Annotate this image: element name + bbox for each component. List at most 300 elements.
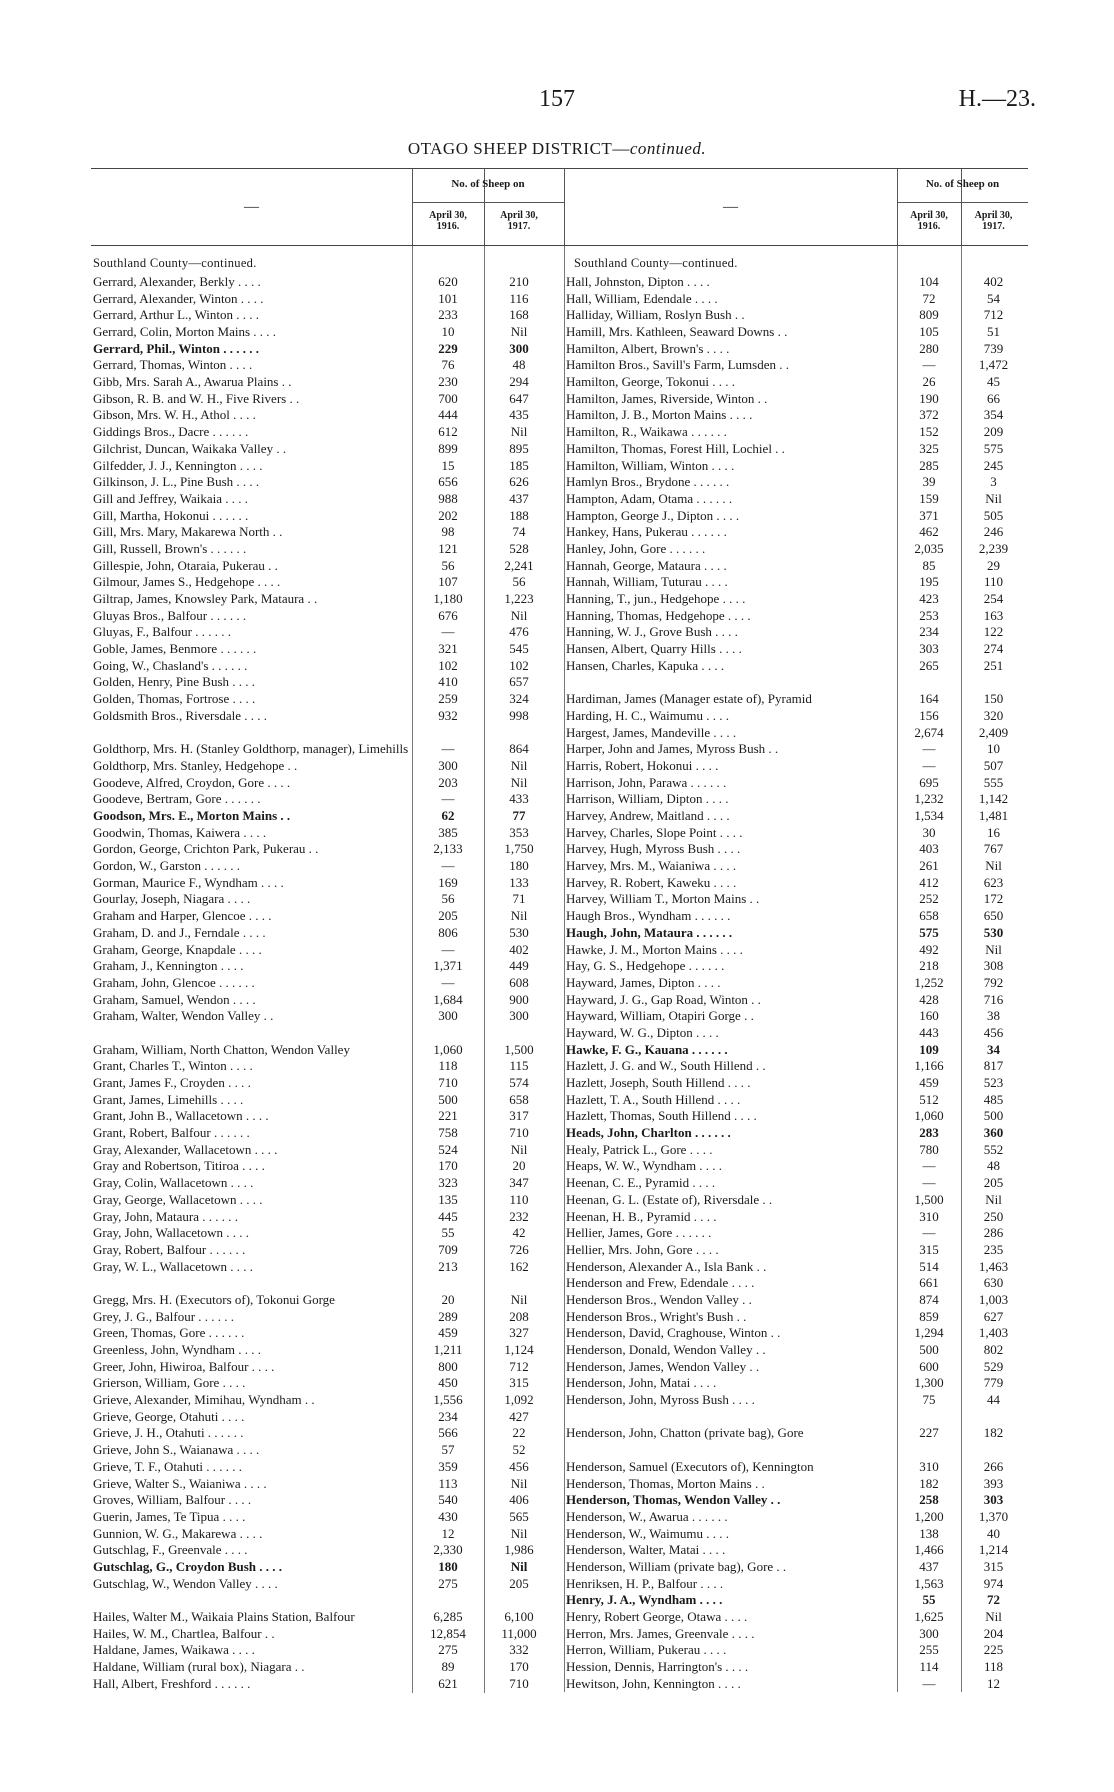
owner-name-cell: Gutschlag, F., Greenvale . . . . [93, 1542, 248, 1558]
sheep-1916-cell: 202 [438, 507, 458, 523]
owner-name-cell: Hazlett, T. A., South Hillend . . . . [566, 1091, 741, 1107]
sheep-1917-cell: 998 [509, 707, 529, 723]
table-row [564, 591, 1028, 608]
sheep-1917-cell: 266 [983, 1458, 1004, 1474]
sheep-1917-cell: 712 [509, 1358, 529, 1374]
sheep-1917-cell: 530 [983, 924, 1004, 940]
sheep-1916-cell: 709 [438, 1241, 458, 1257]
sheep-1916-cell: 459 [438, 1325, 458, 1341]
column-header-1917: April 30, 1917. [500, 210, 538, 232]
owner-name-cell: Grant, Charles T., Winton . . . . [93, 1058, 253, 1074]
sheep-1916-cell: 359 [438, 1458, 458, 1474]
sheep-1917-cell: 245 [983, 457, 1004, 473]
sheep-1916-cell: 758 [438, 1125, 458, 1141]
sheep-1916-cell: 403 [919, 841, 939, 857]
sheep-1916-cell: 190 [919, 390, 939, 406]
sheep-1917-cell: 251 [983, 657, 1004, 673]
table-row [91, 408, 564, 425]
owner-name-cell: Graham, D. and J., Ferndale . . . . [93, 924, 266, 940]
table-row [91, 341, 564, 358]
sheep-1916-cell: 462 [919, 524, 939, 540]
table-row [91, 441, 564, 458]
sheep-1917-cell: 66 [987, 390, 1000, 406]
table-row [564, 541, 1028, 558]
owner-name-cell: Henderson, W., Awarua . . . . . . [566, 1508, 728, 1524]
sheep-1917-cell: 1,003 [978, 1291, 1009, 1307]
sheep-1917-cell: 168 [509, 307, 529, 323]
owner-name-cell: Gerrard, Phil., Winton . . . . . . [93, 340, 259, 356]
sheep-1916-cell: 280 [919, 340, 939, 356]
table-row [564, 825, 1028, 842]
sheep-1917-cell: 658 [509, 1091, 529, 1107]
owner-name-cell: Goodeve, Bertram, Gore . . . . . . [93, 791, 261, 807]
sheep-1917-cell: 1,223 [504, 591, 534, 607]
sheep-1917-cell: 767 [983, 841, 1004, 857]
owner-name-cell: Greer, John, Hiwiroa, Balfour . . . . [93, 1358, 275, 1374]
owner-name-cell: Hayward, James, Dipton . . . . [566, 974, 721, 990]
sheep-1916-cell: 55 [441, 1225, 455, 1241]
owner-name-cell: Gray, John, Wallacetown . . . . [93, 1225, 249, 1241]
sheep-1916-cell: 118 [438, 1058, 458, 1074]
sheep-1917-cell: 317 [509, 1108, 529, 1124]
sheep-1917-cell: Nil [985, 858, 1002, 874]
sheep-1917-cell: Nil [985, 1191, 1002, 1207]
owner-name-cell: Grant, James, Limehills . . . . [93, 1091, 244, 1107]
sheep-1916-cell: 138 [919, 1525, 939, 1541]
owner-name-cell: Harrison, William, Dipton . . . . [566, 791, 729, 807]
owner-name-cell: Heenan, H. B., Pyramid . . . . [566, 1208, 717, 1224]
owner-name-cell: Heenan, C. E., Pyramid . . . . [566, 1175, 716, 1191]
sheep-1916-cell: 56 [441, 891, 455, 907]
sheep-1917-cell: 38 [987, 1008, 1000, 1024]
table-row [564, 624, 1028, 641]
owner-name-cell: Gordon, George, Crichton Park, Pukerau . . [93, 841, 319, 857]
sheep-1917-cell: 406 [509, 1492, 529, 1508]
table-row [564, 1142, 1028, 1159]
sheep-1916-cell: 26 [922, 374, 936, 390]
sheep-1917-cell: 300 [509, 340, 529, 356]
owner-name-cell: Groves, William, Balfour . . . . [93, 1492, 252, 1508]
sheep-1917-cell: 545 [509, 641, 529, 657]
sheep-1916-cell: 229 [438, 340, 458, 356]
table-row [564, 1108, 1028, 1125]
sheep-1917-cell: 716 [983, 991, 1004, 1007]
owner-name-cell: Herron, Mrs. James, Greenvale . . . . [566, 1625, 755, 1641]
sheep-1916-cell: 410 [438, 674, 458, 690]
table-row [91, 958, 564, 975]
owner-name-cell: Grant, Robert, Balfour . . . . . . [93, 1125, 250, 1141]
owner-name-cell: Giddings Bros., Dacre . . . . . . [93, 424, 249, 440]
table-row [564, 975, 1028, 992]
sheep-1917-cell: 188 [509, 507, 529, 523]
sheep-1917-cell: 802 [983, 1342, 1004, 1357]
sheep-1916-cell: 310 [919, 1458, 939, 1474]
owner-name-cell: Haugh, John, Mataura . . . . . . [566, 924, 733, 940]
owner-name-cell: Hanley, John, Gore . . . . . . [566, 540, 706, 556]
sheep-1917-cell: 393 [983, 1475, 1004, 1491]
table-row [91, 1275, 564, 1308]
sheep-1917-cell: 1,750 [504, 841, 534, 857]
table-row [564, 1225, 1028, 1242]
sheep-1916-cell: 109 [919, 1041, 939, 1057]
sheep-1917-cell: 324 [509, 691, 529, 707]
sheep-1916-cell: 234 [438, 1408, 458, 1424]
owner-name-cell: Hargest, James, Mandeville . . . . [566, 724, 737, 740]
sheep-count-group-header: No. of Sheep on [925, 178, 1000, 190]
sheep-1917-cell: 29 [987, 557, 1000, 573]
sheep-1916-cell: 676 [438, 607, 458, 623]
owner-name-cell: Graham, William, North Chatton, Wendon Valley [93, 1041, 350, 1057]
owner-name-cell: Gluyas, F., Balfour . . . . . . [93, 624, 231, 640]
sheep-1917-cell: 172 [983, 891, 1004, 907]
table-row [564, 1375, 1028, 1392]
sheep-1916-cell: 1,534 [914, 808, 944, 823]
sheep-1916-cell: 1,300 [914, 1375, 944, 1391]
table-row [564, 274, 1028, 291]
owner-name-cell: Harvey, Hugh, Myross Bush . . . . [566, 841, 741, 857]
sheep-1917-cell: 895 [509, 440, 529, 456]
table-row [564, 841, 1028, 858]
sheep-1917-cell: 528 [509, 540, 529, 556]
sheep-1917-cell: Nil [510, 1525, 528, 1541]
sheep-1916-cell: — [441, 858, 455, 874]
sheep-1917-cell: 110 [983, 574, 1004, 590]
table-row [91, 1092, 564, 1109]
table-row [91, 858, 564, 875]
sheep-1917-cell: 45 [987, 374, 1000, 390]
table-row [91, 891, 564, 908]
table-row [564, 1309, 1028, 1326]
table-row [564, 1242, 1028, 1259]
owner-name-cell: Goldthorp, Mrs. H. (Stanley Goldthorp, manager), Limehills [93, 741, 409, 757]
sheep-1917-cell: 232 [509, 1208, 529, 1224]
sheep-1917-cell: 2,409 [978, 724, 1009, 740]
owner-name-cell: Gilfedder, J. J., Kennington . . . . [93, 457, 263, 473]
owner-name-cell: Hazlett, Thomas, South Hillend . . . . [566, 1108, 757, 1124]
table-row [564, 1058, 1028, 1075]
table-row [91, 1659, 564, 1676]
owner-name-cell: Gray, W. L., Wallacetown . . . . [93, 1258, 253, 1274]
sheep-1917-cell: 48 [987, 1158, 1000, 1174]
table-row [564, 391, 1028, 408]
sheep-1916-cell: 101 [438, 290, 458, 306]
sheep-1916-cell: — [922, 757, 936, 773]
sheep-1917-cell: 353 [509, 824, 529, 840]
owner-name-cell: Gray, George, Wallacetown . . . . [93, 1191, 263, 1207]
sheep-1916-cell: 1,060 [914, 1108, 944, 1124]
sheep-1916-cell: 809 [919, 307, 939, 323]
owner-name-cell: Hamilton, James, Riverside, Winton . . [566, 390, 768, 406]
sheep-1916-cell: 2,674 [914, 724, 944, 740]
sheep-1916-cell: 275 [438, 1575, 458, 1591]
owner-name-cell: Gutschlag, W., Wendon Valley . . . . [93, 1575, 278, 1591]
table-row [564, 1492, 1028, 1509]
sheep-1917-cell: 710 [509, 1675, 529, 1691]
owner-name-cell: Hamilton Bros., Savill's Farm, Lumsden . . [566, 357, 789, 373]
table-row [564, 574, 1028, 591]
sheep-1916-cell: 423 [919, 591, 939, 607]
owner-name-cell: Grieve, John S., Waianawa . . . . [93, 1442, 260, 1458]
sheep-1917-cell: Nil [510, 607, 528, 623]
sheep-1917-cell: 456 [983, 1024, 1004, 1040]
owner-name-cell: Hall, William, Edendale . . . . [566, 290, 718, 306]
table-row [564, 942, 1028, 959]
owner-name-cell: Gluyas Bros., Balfour . . . . . . [93, 607, 247, 623]
table-row [564, 1409, 1028, 1442]
sheep-1917-cell: 1,124 [504, 1342, 534, 1358]
sheep-1916-cell: 62 [441, 808, 455, 823]
right-column-table [564, 168, 1028, 1692]
owner-name-cell: Henderson, John, Myross Bush . . . . [566, 1392, 755, 1408]
table-row [564, 791, 1028, 808]
table-row [91, 1425, 564, 1442]
sheep-1916-cell: 445 [438, 1208, 458, 1224]
table-row [564, 775, 1028, 792]
table-row [91, 1008, 564, 1025]
sheep-1917-cell: 552 [983, 1141, 1004, 1157]
owner-name-cell: Gray, Alexander, Wallacetown . . . . [93, 1141, 278, 1157]
sheep-1916-cell: 2,035 [914, 540, 944, 556]
sheep-1916-cell: 98 [441, 524, 455, 540]
owner-name-cell: Guerin, James, Te Tipua . . . . [93, 1508, 246, 1524]
owner-name-cell: Heaps, W. W., Wyndham . . . . [566, 1158, 723, 1174]
sheep-1916-cell: — [441, 941, 455, 957]
table-row [564, 1442, 1028, 1475]
sheep-1917-cell: 122 [983, 624, 1004, 640]
table-row [564, 1292, 1028, 1309]
sheep-1917-cell: 402 [983, 273, 1004, 289]
owner-name-cell: Hayward, J. G., Gap Road, Winton . . [566, 991, 761, 1007]
owner-name-cell: Gerrard, Arthur L., Winton . . . . [93, 307, 260, 323]
owner-name-cell: Golden, Henry, Pine Bush . . . . [93, 674, 256, 690]
table-row [91, 925, 564, 942]
owner-name-cell: Hellier, Mrs. John, Gore . . . . [566, 1241, 719, 1257]
sheep-1916-cell: 275 [438, 1642, 458, 1658]
table-row [91, 1175, 564, 1192]
sheep-1917-cell: 327 [509, 1325, 529, 1341]
sheep-1917-cell: 332 [509, 1642, 529, 1658]
owner-name-cell: Gibson, Mrs. W. H., Athol . . . . [93, 407, 256, 423]
sheep-1916-cell: 227 [919, 1425, 939, 1441]
owner-name-cell: Harvey, Charles, Slope Point . . . . [566, 824, 743, 840]
sheep-1916-cell: 1,252 [914, 974, 944, 990]
sheep-1917-cell: 274 [983, 641, 1004, 657]
sheep-1916-cell: 1,563 [914, 1575, 944, 1591]
table-row [564, 1092, 1028, 1109]
table-row [564, 1626, 1028, 1643]
owner-name-cell: Hailes, Walter M., Waikaia Plains Station, Balfour [93, 1609, 355, 1625]
sheep-1916-cell: 195 [919, 574, 939, 590]
sheep-1917-cell: 427 [509, 1408, 529, 1424]
sheep-1917-cell: 739 [983, 340, 1004, 356]
sheep-1916-cell: 444 [438, 407, 458, 423]
sheep-1916-cell: 160 [919, 1008, 939, 1024]
owner-name-cell: Graham, Walter, Wendon Valley . . [93, 1008, 274, 1024]
sheep-1916-cell: 450 [438, 1375, 458, 1391]
sheep-1916-cell: 315 [919, 1241, 939, 1257]
sheep-1917-cell: 1,481 [978, 808, 1009, 823]
sheep-1917-cell: 110 [509, 1191, 529, 1207]
sheep-1917-cell: 657 [509, 674, 529, 690]
owner-name-cell: Henriksen, H. P., Balfour . . . . [566, 1575, 724, 1591]
owner-name-cell: Harvey, Andrew, Maitland . . . . [566, 808, 730, 823]
table-row [91, 1259, 564, 1276]
sheep-1916-cell: 205 [438, 908, 458, 924]
table-row [91, 608, 564, 625]
table-row [91, 1192, 564, 1209]
sheep-1917-cell: 71 [512, 891, 526, 907]
table-row [564, 1359, 1028, 1376]
table-row [564, 1025, 1028, 1042]
sheep-1917-cell: Nil [985, 1609, 1002, 1625]
sheep-1916-cell: 283 [919, 1125, 939, 1141]
sheep-count-group-header: No. of Sheep on [451, 178, 525, 190]
owner-name-cell: Henderson, John, Chatton (private bag), Gore [566, 1425, 804, 1441]
owner-name-cell: Hampton, Adam, Otama . . . . . . [566, 490, 733, 506]
table-row [91, 1375, 564, 1392]
owner-name-cell: Henderson, Thomas, Wendon Valley . . [566, 1492, 781, 1508]
owner-name-cell: Haugh Bros., Wyndham . . . . . . [566, 908, 731, 924]
name-column-header: — [244, 199, 259, 215]
sheep-1916-cell: 492 [919, 941, 939, 957]
sheep-1917-cell: 185 [509, 457, 529, 473]
sheep-1916-cell: 105 [919, 324, 939, 340]
table-row [91, 1309, 564, 1326]
sheep-1917-cell: Nil [510, 324, 528, 340]
table-row [564, 1259, 1028, 1276]
sheep-1917-cell: 10 [987, 741, 1000, 757]
table-row [91, 524, 564, 541]
owner-name-cell: Goodeve, Alfred, Croydon, Gore . . . . [93, 774, 291, 790]
table-row [564, 1325, 1028, 1342]
table-row [91, 758, 564, 775]
table-row [91, 508, 564, 525]
sheep-1917-cell: 1,370 [978, 1508, 1009, 1524]
sheep-1917-cell: 180 [509, 858, 529, 874]
table-row [564, 1509, 1028, 1526]
owner-name-cell: Hardiman, James (Manager estate of), Pyramid [566, 691, 812, 707]
table-row [91, 307, 564, 324]
sheep-1917-cell: 77 [512, 808, 526, 823]
sheep-1916-cell: 540 [438, 1492, 458, 1508]
owner-name-cell: Henderson, John, Matai . . . . [566, 1375, 717, 1391]
owner-name-cell: Gill, Russell, Brown's . . . . . . [93, 540, 247, 556]
table-row [91, 1676, 564, 1693]
owner-name-cell: Hailes, W. M., Chartlea, Balfour . . [93, 1625, 275, 1641]
table-row [91, 1075, 564, 1092]
sheep-1917-cell: 623 [983, 874, 1004, 890]
sheep-1917-cell: 254 [983, 591, 1004, 607]
table-row [564, 858, 1028, 875]
sheep-1917-cell: 456 [509, 1458, 529, 1474]
sheep-1916-cell: 55 [922, 1592, 936, 1608]
sheep-1917-cell: 300 [509, 1008, 529, 1024]
owner-name-cell: Grant, John B., Wallacetown . . . . [93, 1108, 269, 1124]
owner-name-cell: Henderson, James, Wendon Valley . . [566, 1358, 760, 1374]
table-row [564, 291, 1028, 308]
sheep-1916-cell: 6,285 [433, 1609, 463, 1625]
sheep-1916-cell: 265 [919, 657, 939, 673]
table-body [564, 246, 1028, 1692]
sheep-1916-cell: 310 [919, 1208, 939, 1224]
owner-name-cell: Gerrard, Alexander, Berkly . . . . [93, 273, 261, 289]
sheep-1916-cell: 233 [438, 307, 458, 323]
table-row [91, 1325, 564, 1342]
sheep-1916-cell: 321 [438, 641, 458, 657]
sheep-1917-cell: 485 [983, 1091, 1004, 1107]
table-row [91, 374, 564, 391]
table-row [564, 808, 1028, 825]
sheep-1916-cell: 428 [919, 991, 939, 1007]
sheep-1916-cell: — [922, 1175, 936, 1191]
owner-name-cell: Hazlett, Joseph, South Hillend . . . . [566, 1075, 751, 1090]
sheep-1916-cell: 437 [919, 1558, 939, 1574]
table-row [91, 1626, 564, 1643]
sheep-1916-cell: 253 [919, 607, 939, 623]
sheep-1916-cell: 259 [438, 691, 458, 707]
sheep-1917-cell: 163 [983, 607, 1004, 623]
sheep-1916-cell: 104 [919, 273, 939, 289]
table-row [564, 958, 1028, 975]
owner-name-cell: Haldane, James, Waikawa . . . . [93, 1642, 255, 1658]
sheep-1916-cell: 10 [441, 324, 455, 340]
owner-name-cell: Hanning, W. J., Grove Bush . . . . [566, 624, 738, 640]
owner-name-cell: Gregg, Mrs. H. (Executors of), Tokonui Gorge [93, 1291, 335, 1307]
table-row [564, 558, 1028, 575]
owner-name-cell: Goodson, Mrs. E., Morton Mains . . [93, 808, 291, 823]
sheep-1917-cell: 974 [983, 1575, 1004, 1591]
sheep-1917-cell: 1,463 [978, 1258, 1009, 1274]
sheep-1916-cell: 285 [919, 457, 939, 473]
sheep-1917-cell: Nil [510, 1291, 528, 1307]
owner-name-cell: Gorman, Maurice F., Wyndham . . . . [93, 874, 284, 890]
table-row [564, 1075, 1028, 1092]
sheep-1917-cell: 246 [983, 524, 1004, 540]
sheep-1916-cell: 252 [919, 891, 939, 907]
owner-name-cell: Hamilton, Thomas, Forest Hill, Lochiel . . [566, 440, 785, 456]
sheep-1916-cell: 1,294 [914, 1325, 944, 1341]
owner-name-cell: Gray, John, Mataura . . . . . . [93, 1208, 239, 1224]
table-row [564, 641, 1028, 658]
table-row [564, 1676, 1028, 1693]
sheep-1916-cell: 932 [438, 707, 458, 723]
sheep-1917-cell: 650 [983, 908, 1004, 924]
sheep-1916-cell: 1,180 [433, 591, 463, 607]
table-row [91, 1342, 564, 1359]
sheep-1916-cell: 1,232 [914, 791, 944, 807]
owner-name-cell: Harding, H. C., Waimumu . . . . [566, 707, 730, 723]
owner-name-cell: Hansen, Charles, Kapuka . . . . [566, 657, 725, 673]
sheep-1916-cell: 575 [919, 924, 939, 940]
section-heading: Southland County—continued. [93, 256, 257, 270]
sheep-1917-cell: Nil [985, 941, 1002, 957]
sheep-1917-cell: 507 [983, 757, 1004, 773]
table-row [564, 1175, 1028, 1192]
owner-name-cell: Hay, G. S., Hedgehope . . . . . . [566, 958, 725, 974]
sheep-1916-cell: 261 [919, 858, 939, 874]
owner-name-cell: Healy, Patrick L., Gore . . . . [566, 1141, 713, 1157]
owner-name-cell: Grey, J. G., Balfour . . . . . . [93, 1308, 235, 1324]
sheep-1916-cell: 213 [438, 1258, 458, 1274]
table-row [564, 1275, 1028, 1292]
sheep-1917-cell: 779 [983, 1375, 1004, 1391]
sheep-1916-cell: 85 [922, 557, 936, 573]
sheep-1917-cell: 575 [983, 440, 1004, 456]
sheep-1916-cell: 371 [919, 507, 939, 523]
sheep-1917-cell: 235 [983, 1241, 1004, 1257]
sheep-1917-cell: 433 [509, 791, 529, 807]
owner-name-cell: Grieve, George, Otahuti . . . . [93, 1408, 245, 1424]
